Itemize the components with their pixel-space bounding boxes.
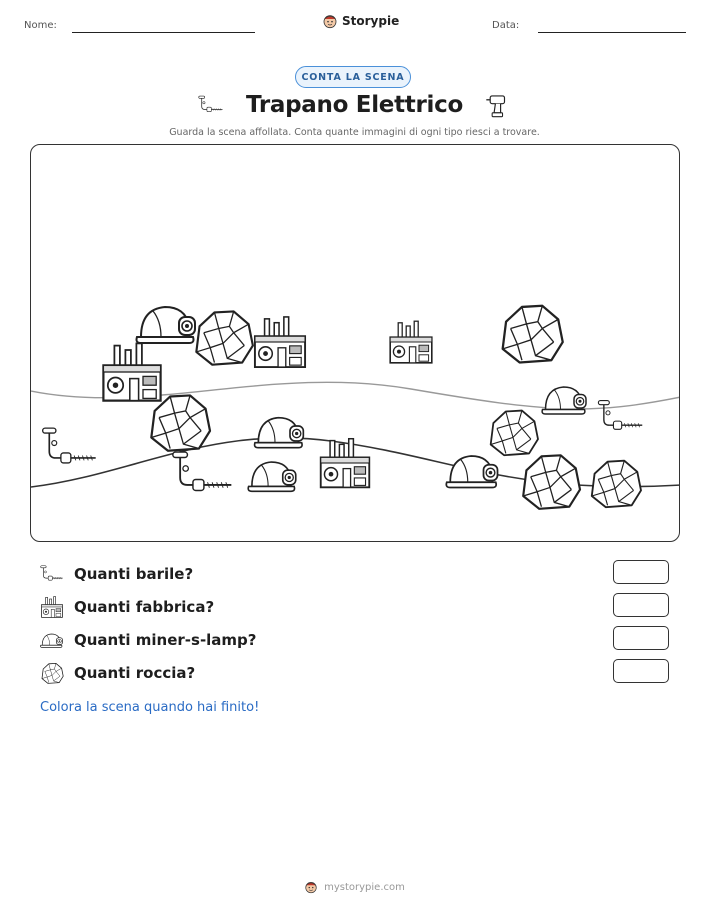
miner-helmet-icon: [137, 307, 196, 343]
answer-box-roccia[interactable]: [613, 659, 669, 683]
question-text: Quanti roccia?: [74, 664, 196, 682]
question-text: Quanti fabbrica?: [74, 598, 215, 616]
hand-drill-icon: [40, 562, 64, 586]
mascot-icon: [322, 13, 338, 29]
answer-box-fabbrica[interactable]: [613, 593, 669, 617]
factory-icon: [390, 321, 432, 363]
answer-box-miner-lamp[interactable]: [613, 626, 669, 650]
site-url: mystorypie.com: [324, 881, 405, 893]
miner-helmet-icon: [40, 628, 64, 652]
rock-icon: [503, 306, 563, 363]
page-subtitle: Guarda la scena affollata. Conta quante immagini di ogni tipo riesci a trovare.: [169, 127, 540, 138]
page-title: Trapano Elettrico: [246, 92, 463, 118]
rock-icon: [40, 661, 64, 685]
title-row: [0, 92, 709, 118]
rock-icon: [523, 455, 580, 509]
hand-drill-icon: [43, 428, 96, 463]
brand-name: Storypie: [342, 14, 400, 28]
hand-drill-icon: [173, 452, 232, 490]
factory-icon: [103, 343, 160, 400]
hand-drill-icon: [198, 92, 224, 118]
coloring-instruction: Colora la scena quando hai finito!: [40, 700, 260, 715]
question-text: Quanti miner-s-lamp?: [74, 631, 257, 649]
power-drill-icon: [485, 92, 511, 118]
factory-icon: [40, 595, 64, 619]
miner-helmet-icon: [446, 456, 497, 488]
question-row-fabbrica: [40, 594, 214, 620]
question-row-miner-lamp: [40, 627, 257, 653]
activity-badge: CONTA LA SCENA: [295, 66, 411, 88]
name-line[interactable]: [72, 32, 255, 33]
site-footer: [0, 880, 709, 894]
mascot-icon: [304, 880, 318, 894]
counting-scene: [30, 144, 680, 542]
rock-icon: [491, 411, 538, 456]
answer-box-barile[interactable]: [613, 560, 669, 584]
miner-helmet-icon: [255, 418, 304, 448]
question-text: Quanti barile?: [74, 565, 194, 583]
date-line[interactable]: [538, 32, 686, 33]
date-label: Data:: [492, 20, 520, 31]
name-label: Nome:: [24, 20, 57, 31]
factory-icon: [255, 317, 305, 367]
miner-helmet-icon: [248, 462, 296, 491]
rock-icon: [151, 395, 210, 450]
miner-helmet-icon: [542, 387, 586, 414]
question-row-roccia: [40, 660, 195, 686]
rock-icon: [196, 311, 253, 364]
scene-drawing: [31, 145, 680, 542]
question-row-barile: [40, 561, 193, 587]
brand-logo: [322, 13, 399, 29]
rock-icon: [592, 461, 641, 507]
